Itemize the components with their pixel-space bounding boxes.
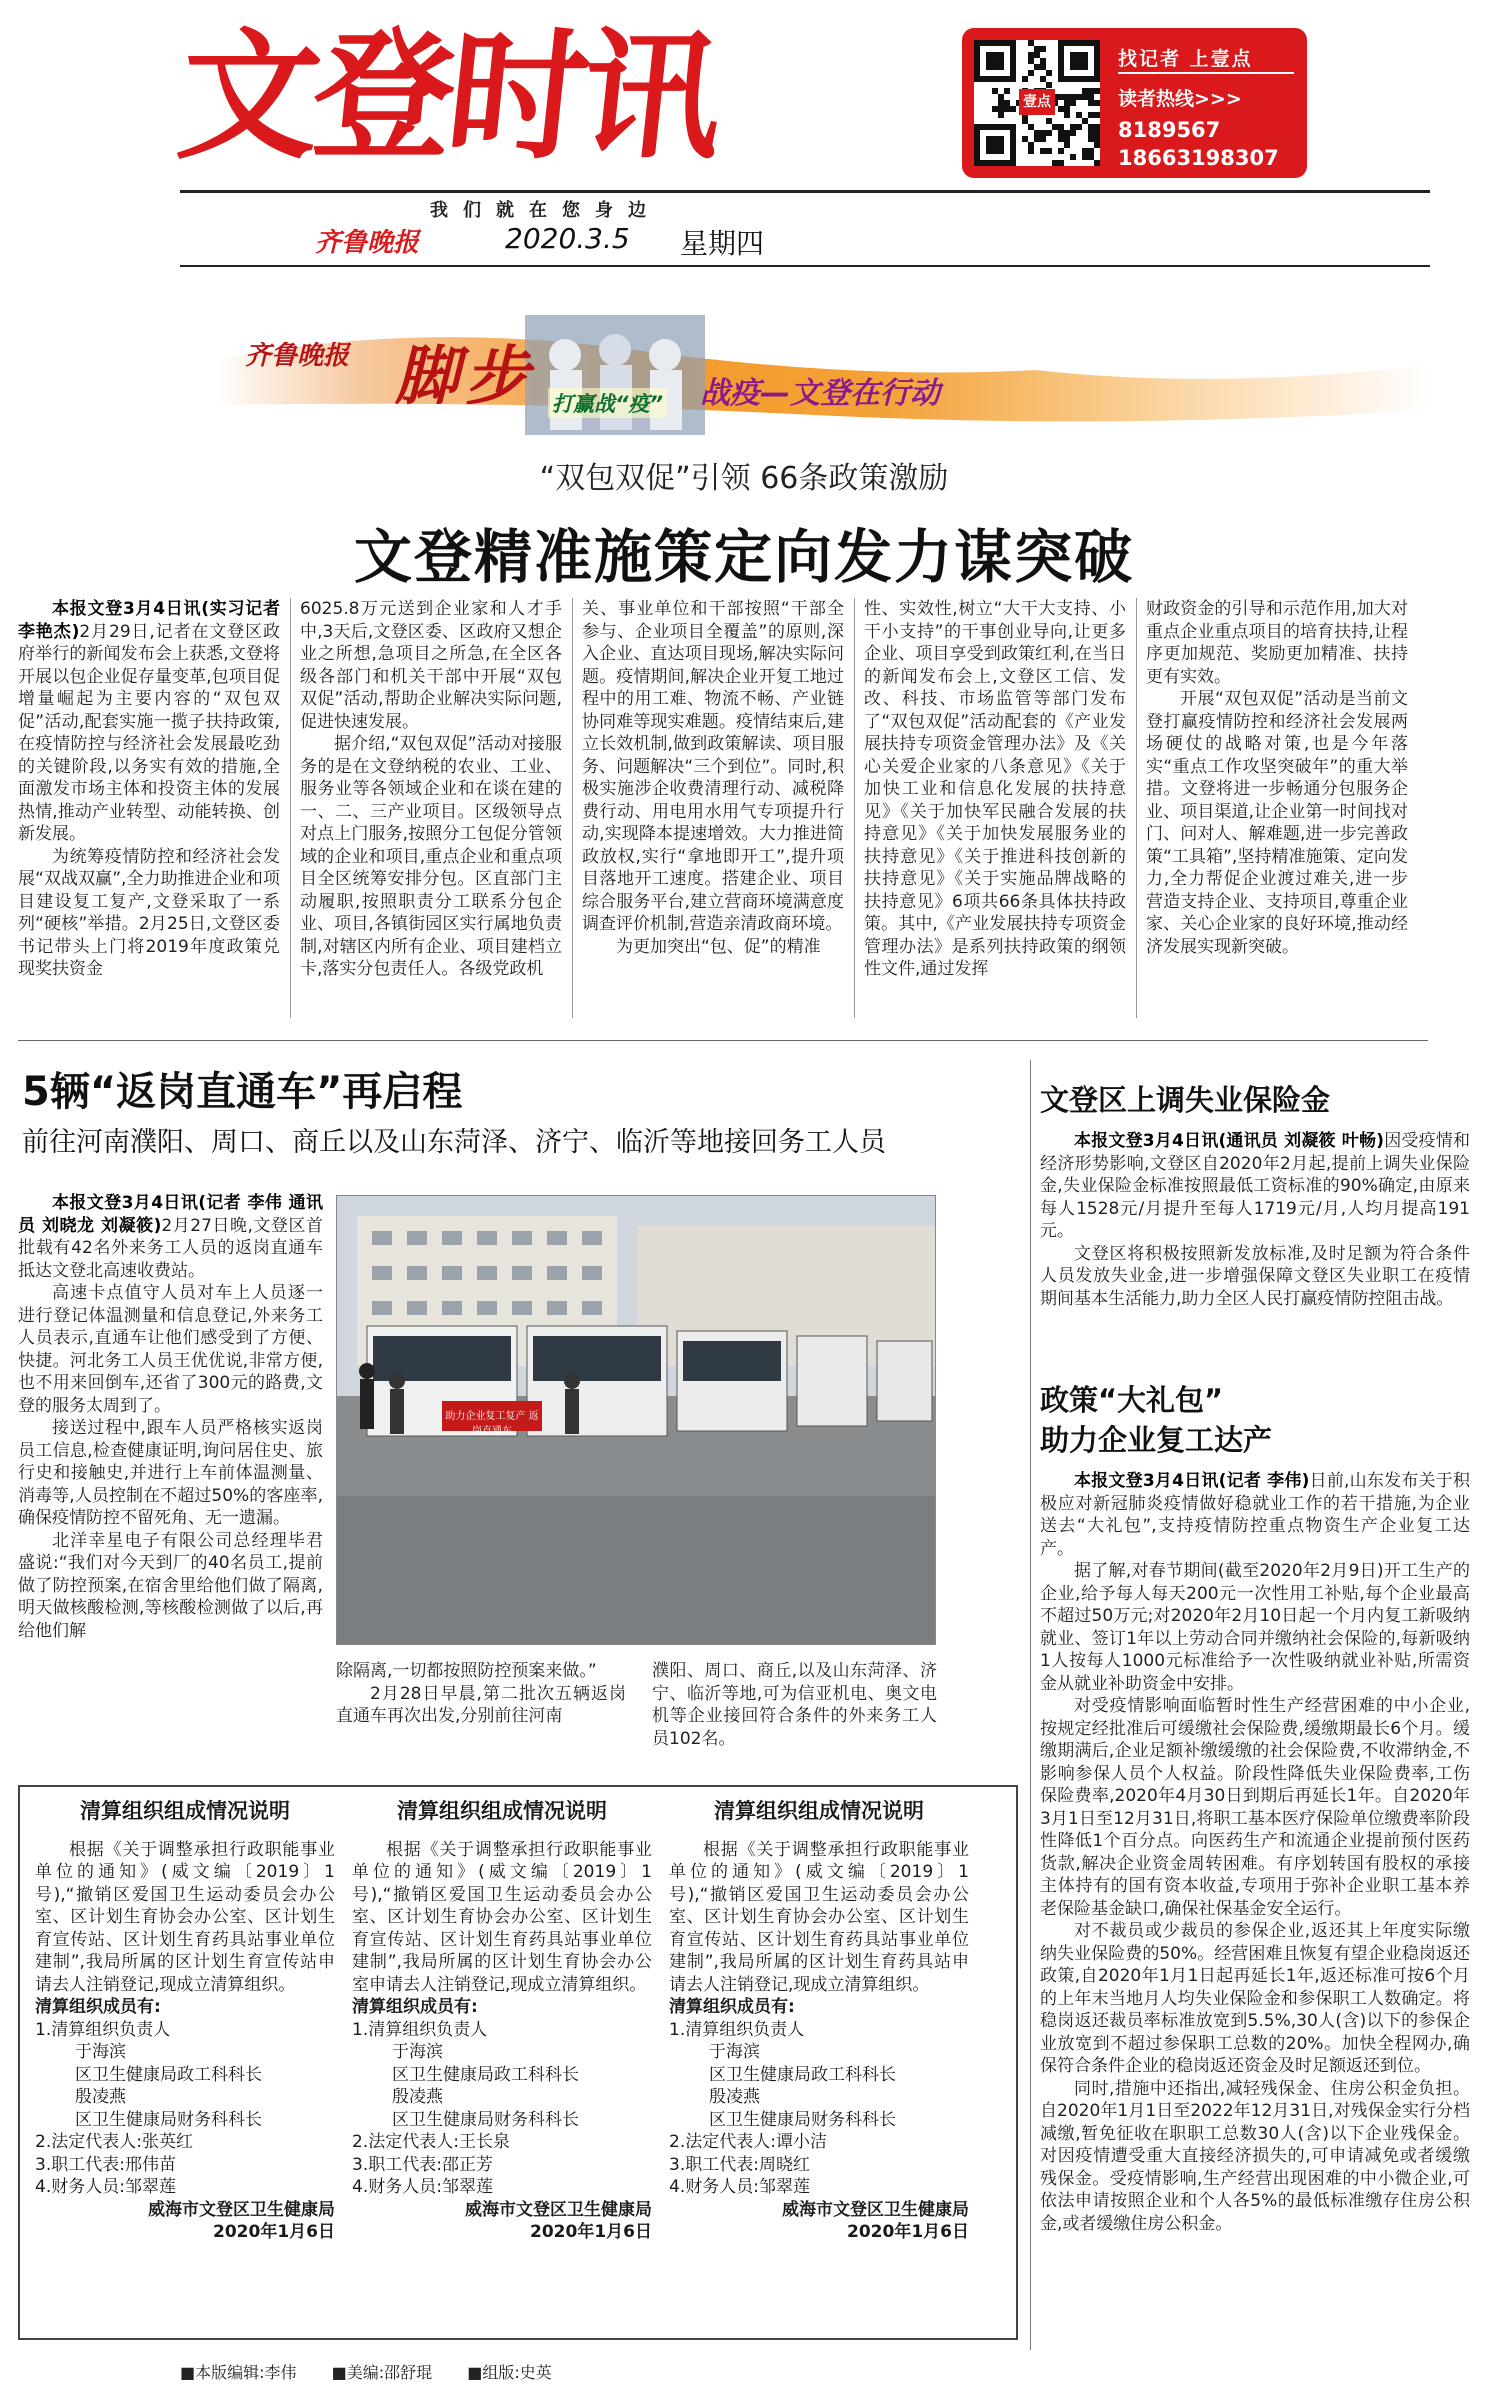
- notice-member: 1.清算组织负责人: [352, 2019, 488, 2040]
- bus-story-title: 5辆“返岗直通车”再启程: [22, 1069, 463, 1115]
- notice-date: 2020年1月6日: [213, 2222, 335, 2242]
- unemployment-paragraph: 文登区将积极按照新发放标准,及时足额为符合条件人员发放失业金,进一步增强保障文登区失业职工在疫情期间基本生活能力,助力全区人民打赢疫情防控阻击战。: [1040, 1243, 1470, 1309]
- qr-module: [1028, 148, 1034, 154]
- qr-module: [1010, 106, 1016, 112]
- notice-member: 3.职工代表:周晓红: [669, 2154, 810, 2175]
- notice-member: 区卫生健康局政工科科长: [392, 2064, 579, 2085]
- column-divider: [290, 598, 291, 1018]
- notice-member: 1.清算组织负责人: [35, 2019, 171, 2040]
- banner-big-text: 脚步: [395, 339, 535, 414]
- bus-paragraph: 除隔离,一切都按照防控预案来做。”: [336, 1661, 597, 1681]
- policy-paragraph: 同时,措施中还指出,减轻残保金、住房公积金负担。自2020年1月1日至2022年12月31日,对残保金实行分档减缴,暂免征收在职职工总数30人(含)以下企业残保金。对因疫情遭受重大直接经济损失的,可申请减免或者缓缴残保金。受疫情影响,生产经营出现困难的中小微企业,可依法申请按照企业和个人各5%的最低标准缴存住房公积金,或者缓缴住房公积金。: [1040, 2078, 1470, 2234]
- notice-member: 4.财务人员:邹翠莲: [35, 2177, 176, 2197]
- notice-members-label: 清算组织成员有:: [352, 1997, 478, 2017]
- policy-paragraph: 据了解,对春节期间(截至2020年2月9日)开工生产的企业,给予每人每天200元一次性用工补贴,每个企业最高不超过50万元;对2020年2月10日起一个月内复工新吸纳就业、签订1年以上劳动合同并缴纳社会保险的,每新吸纳1人按每人1000元标准给予一次性吸纳就业补贴,所需资金从就业补助资金中安排。: [1040, 1561, 1470, 1694]
- lead-headline: 文登精准施策定向发力谋突破: [353, 523, 1134, 591]
- lead-paragraph: 财政资金的引导和示范作用,加大对重点企业重点项目的培育扶持,让程序更加规范、奖励更加精准、扶持更有实效。: [1146, 599, 1408, 687]
- phone-number-1: 8189567: [1118, 118, 1221, 142]
- right-column-divider: [1030, 1060, 1031, 2350]
- bus-column-1: [18, 1192, 323, 1642]
- tagline-rule: [1118, 72, 1294, 74]
- qr-module: [1064, 142, 1070, 148]
- lead-subheadline: “双包双促”引领 66条政策激励: [539, 461, 949, 496]
- notice-2: [352, 1800, 652, 2244]
- page-footer: [180, 2360, 552, 2383]
- notice-member: 1.清算组织负责人: [669, 2019, 805, 2040]
- issue-weekday: 星期四: [680, 227, 765, 260]
- lead-paragraph: 为统筹疫情防控和经济社会发展“双战双赢”,全力助推进企业和项目建设复工复产,文登采取了一系列“硬核”举措。2月25日,文登区委书记带头上门将2019年度政策兑现奖扶资金: [18, 846, 280, 979]
- bus-paragraph: 2月27日晚,文登区首批载有42名外来务工人员的返岗直通车抵达文登北高速收费站。: [18, 1215, 323, 1281]
- unemployment-title: 文登区上调失业保险金: [1040, 1083, 1331, 1117]
- notice-date: 2020年1月6日: [530, 2222, 652, 2242]
- column-divider: [854, 598, 855, 1018]
- qr-module: [1070, 154, 1076, 160]
- qr-module: [1094, 88, 1100, 94]
- qr-module: [1094, 76, 1100, 82]
- notice-member: 2.法定代表人:王长泉: [352, 2132, 510, 2152]
- notice-member: 2.法定代表人:张英红: [35, 2132, 193, 2152]
- qr-module: [1082, 64, 1088, 70]
- lead-paragraph: 性、实效性,树立“大干大支持、小干小支持”的干事创业导向,让更多企业、项目享受到政策红利,在当日的新闻发布会上,文登区工信、发改、科技、市场监管等部门发布了“双包双促”活动配套的《产业发展扶持专项资金管理办法》及《关心关爱企业家的八条意见》《关于加快工业和信息化发展的扶持意见》《关于加快军民融合发展的扶持意见》《关于加快发展服务业的扶持意见》《关于推进科技创新的扶持意见》《关于实施品牌战略的扶持意见》6项共66条具体扶持政策。其中,《产业发展扶持专项资金管理办法》是系列扶持政策的纲领性文件,通过发挥: [864, 599, 1126, 979]
- bus-byline: 本报文登3月4日讯(记者 李伟 通讯员 刘晓龙 刘凝筱): [18, 1193, 323, 1236]
- notice-member: 于海滨: [392, 2042, 443, 2062]
- footer-proof: ■组版:史英: [467, 2363, 552, 2382]
- masthead-rule: [180, 190, 1430, 193]
- bus-photo: [336, 1195, 936, 1645]
- masthead-rule-bottom: [180, 265, 1430, 267]
- qr-module: [1046, 82, 1052, 88]
- lead-paragraph: 关、事业单位和干部按照“干部全参与、企业项目全覆盖”的原则,深入企业、直达项目现场,解决实际问题。疫情期间,解决企业开复工地过程中的用工难、物流不畅、产业链协同难等现实难题。疫情结束后,建立长效机制,做到政策解读、项目服务、问题解决“三个到位”。同时,积极实施涉企收费清理行动、减税降费行动、用电用水用气专项提升行动,实现降本提速增效。大力推进简政放权,实行“拿地即开工”,提升项目落地开工速度。搭建企业、项目综合服务平台,建立营商环境满意度调查评价机制,营造亲清政商环境。: [582, 599, 844, 934]
- notice-member: 区卫生健康局政工科科长: [75, 2064, 262, 2085]
- policy-title-line1: 政策“大礼包”: [1040, 1383, 1224, 1417]
- qr-module: [1028, 70, 1034, 76]
- lead-paragraph: 2月29日,记者在文登区政府举行的新闻发布会上获悉,文登将开展以包企业促存量变革,包项目促增量崛起为主要内容的“双包双促”活动,配套实施一揽子扶持政策,在疫情防控与经济社会发展最吃劲的关键阶段,以务实有效的措施,全面激发市场主体和投资主体的发展热情,推动产业转型、动能转换、创新发展。: [18, 621, 280, 844]
- bus-story-subtitle: 前往河南濮阳、周口、商丘以及山东菏泽、济宁、临沂等地接回务工人员: [22, 1127, 886, 1158]
- notice-org: 威海市文登区卫生健康局: [465, 2199, 652, 2220]
- qr-module: [1010, 76, 1016, 82]
- notice-date: 2020年1月6日: [847, 2222, 969, 2242]
- section-divider: [18, 1040, 1428, 1041]
- bus-column-2: [336, 1660, 626, 1728]
- lead-column-3: [582, 598, 844, 958]
- policy-title-line2: 助力企业复工达产: [1040, 1423, 1273, 1457]
- issue-date: 2020.3.5: [505, 222, 630, 255]
- banner-slogan: 战疫—文登在行动: [700, 376, 940, 411]
- phone-number-2: 18663198307: [1118, 146, 1279, 170]
- notice-body: 根据《关于调整承担行政职能事业单位的通知》(威文编〔2019〕1号),“撤销区爱国卫生运动委员会办公室、区计划生育协会办公室、区计划生育宣传站、区计划生育药具站事业单位建制”,我局所属的区计划生育药具站申请去人注销登记,现成立清算组织。: [669, 1839, 969, 1995]
- qr-module: [1094, 112, 1100, 118]
- banner-logo: 齐鲁晚报: [245, 341, 350, 371]
- footer-design: ■美编:邵舒琨: [331, 2363, 433, 2382]
- qr-module: [1094, 142, 1100, 148]
- notice-body: 根据《关于调整承担行政职能事业单位的通知》(威文编〔2019〕1号),“撤销区爱国卫生运动委员会办公室、区计划生育协会办公室、区计划生育宣传站、区计划生育药具站事业单位建制”,我局所属的区计划生育协会办公室申请去人注销登记,现成立清算组织。: [352, 1839, 652, 1995]
- bus-paragraph: 濮阳、周口、商丘,以及山东菏泽、济宁、临沂等地,可为信亚机电、奥文电机等企业接回符合条件的外来务工人员102名。: [652, 1661, 937, 1749]
- column-divider: [572, 598, 573, 1018]
- notice-members-label: 清算组织成员有:: [669, 1997, 795, 2017]
- notice-member: 区卫生健康局财务科科长: [392, 2109, 579, 2130]
- lead-column-4: [864, 598, 1126, 981]
- bus-banner-text: 助力企业复工复产 返岗直通车: [445, 1411, 539, 1437]
- column-divider: [1136, 598, 1137, 1018]
- notice-member: 区卫生健康局财务科科长: [75, 2109, 262, 2130]
- qr-module: [1046, 130, 1052, 136]
- qr-module: [1064, 112, 1070, 118]
- notice-member: 3.职工代表:邵正芳: [352, 2154, 493, 2175]
- policy-column: [1040, 1470, 1470, 2235]
- unemployment-paragraph: 因受疫情和经济形势影响,文登区自2020年2月起,提前上调失业保险金,失业保险金标准按照最低工资标准的90%确定,由原来每人1528元/月提升至每人1719元/月,人均月提高191元。: [1040, 1131, 1470, 1241]
- notice-member: 殷凌燕: [709, 2087, 760, 2107]
- qr-module: [998, 148, 1004, 154]
- notice-org: 威海市文登区卫生健康局: [782, 2199, 969, 2220]
- lead-paragraph: 为更加突出“包、促”的精准: [616, 936, 821, 957]
- notice-title: 清算组织组成情况说明: [397, 1799, 607, 1823]
- masthead-slogan: 我们就在您身边: [430, 200, 661, 221]
- notice-member: 区卫生健康局财务科科长: [709, 2109, 896, 2130]
- notice-body: 根据《关于调整承担行政职能事业单位的通知》(威文编〔2019〕1号),“撤销区爱国卫生运动委员会办公室、区计划生育协会办公室、区计划生育宣传站、区计划生育药具站事业单位建制”,我局所属的区计划生育宣传站申请去人注销登记,现成立清算组织。: [35, 1839, 335, 1995]
- notice-member: 于海滨: [75, 2042, 126, 2062]
- policy-paragraph: 对不裁员或少裁员的参保企业,返还其上年度实际缴纳失业保险费的50%。经营困难且恢复有望企业稳岗返还政策,自2020年1月1日起再延长1年,返还标准可按6个月的上年末当地月人均失业保险金和参保职工人数确定。将稳岗返还裁员率标准放宽到5.5%,30人(含)以下的参保企业放宽到不超过参保职工总数的20%。加快全程网办,确保符合条件企业的稳岗返还资金及时足额返还到位。: [1040, 1921, 1470, 2076]
- paper-logo: 齐鲁晚报: [315, 228, 420, 258]
- notice-member: 4.财务人员:邹翠莲: [352, 2177, 493, 2197]
- bus-paragraph: 接送过程中,跟车人员严格核实返岗员工信息,检查健康证明,询问居住史、旅行史和接触史,并进行上车前体温测量、消毒等,人员控制在不超过50%的客座率,确保疫情防控不留死角、无一遗漏。: [18, 1418, 323, 1528]
- qr-module: [1094, 100, 1100, 106]
- lead-byline: 本报文登3月4日讯(实习记者 李艳杰): [18, 599, 280, 642]
- unemployment-byline: 本报文登3月4日讯(通讯员 刘凝筱 叶畅): [1074, 1131, 1384, 1151]
- notice-members-label: 清算组织成员有:: [35, 1997, 161, 2017]
- notice-member: 区卫生健康局政工科科长: [709, 2064, 896, 2085]
- bus-paragraph: 高速卡点值守人员对车上人员逐一进行登记体温测量和信息登记,外来务工人员表示,直通车让他们感受到了方便、快捷。河北务工人员王优优说,非常方便,也不用来回倒车,还省了300元的路费,文登的服务太周到了。: [18, 1283, 323, 1416]
- masthead-title: 文登时讯: [171, 16, 725, 179]
- banner-stamp: 打赢战“疫”: [548, 388, 667, 418]
- lead-column-2: [300, 598, 562, 981]
- policy-byline: 本报文登3月4日讯(记者 李伟): [1074, 1471, 1310, 1491]
- notice-member: 4.财务人员:邹翠莲: [669, 2177, 810, 2197]
- qr-module: [1058, 148, 1064, 154]
- notice-member: 于海滨: [709, 2042, 760, 2062]
- footer-editor: ■本版编辑:李伟: [180, 2363, 297, 2382]
- qr-module: [1040, 46, 1046, 52]
- qr-module: [1046, 70, 1052, 76]
- qr-module: [1004, 88, 1010, 94]
- qr-module: [998, 64, 1004, 70]
- lead-paragraph: 6025.8万元送到企业家和人才手中,3天后,文登区委、区政府又想企业之所想,急项目之所急,在全区各级各部门和机关干部中开展“双包双促”活动,帮助企业解决实际问题,促进快速发展。: [300, 599, 562, 732]
- qr-module: [1094, 160, 1100, 166]
- bus-paragraph: 2月28日早晨,第二批次五辆返岗直通车再次出发,分别前往河南: [336, 1683, 626, 1726]
- bus-column-3: [652, 1660, 937, 1750]
- notice-1: [35, 1800, 335, 2244]
- notice-title: 清算组织组成情况说明: [714, 1799, 924, 1823]
- bus-paragraph: 北洋幸星电子有限公司总经理毕君盛说:“我们对今天到厂的40名员工,提前做了防控预案,在宿舍里给他们做了隔离,明天做核酸检测,等核酸检测做了以后,再给他们解: [18, 1530, 323, 1641]
- notice-member: 3.职工代表:邢伟苗: [35, 2154, 176, 2175]
- notice-member: 殷凌燕: [392, 2087, 443, 2107]
- lead-column-1: [18, 598, 280, 981]
- lead-column-5: [1146, 598, 1408, 958]
- tagline: 找记者 上壹点: [1118, 48, 1253, 70]
- qr-module: [1010, 160, 1016, 166]
- qr-badge: 壹点: [1019, 89, 1055, 115]
- notice-member: 殷凌燕: [75, 2087, 126, 2107]
- qr-module: [998, 112, 1004, 118]
- unemployment-column: [1040, 1130, 1470, 1310]
- qr-module: [1058, 160, 1064, 166]
- hotline-label: 读者热线>>>: [1118, 88, 1242, 110]
- qr-module: [1046, 148, 1052, 154]
- qr-module: [1070, 100, 1076, 106]
- lead-paragraph: 据介绍,“双包双促”活动对接服务的是在文登纳税的农业、工业、服务业等各领域企业和在谈在建的一、二、三产业项目。区级领导点对点上门服务,按照分工包促分管领域的企业和项目,重点企业和重点项目全区统筹安排分包。区直部门主动履职,按照职责分工联系分包企业、项目,各镇街园区实行属地负责制,对辖区内所有企业、项目建档立卡,落实分包责任人。各级党政机: [300, 734, 562, 979]
- notice-org: 威海市文登区卫生健康局: [148, 2199, 335, 2220]
- qr-module: [1040, 136, 1046, 142]
- qr-module: [1070, 130, 1076, 136]
- notice-3: [669, 1800, 969, 2244]
- policy-paragraph: 对受疫情影响面临暂时性生产经营困难的中小企业,按规定经批准后可缓缴社会保险费,缓缴期最长6个月。缓缴期满后,企业足额补缴缓缴的社会保险费,不收滞纳金,不影响参保人员个人权益。阶段性降低失业保险费率,工伤保险费率,2020年4月30日到期后再延长1年。自2020年3月1日至12月31日,将职工基本医疗保险单位缴费率阶段性降低1个百分点。向医药生产和流通企业提前预付医药货款,解决企业资金周转困难。有序划转国有股权的承接主体持有的国有资本收益,专项用于弥补企业职工基本养老保险基金缺口,确保社保基金安全运行。: [1040, 1696, 1470, 1919]
- qr-module: [1022, 76, 1028, 82]
- notice-title: 清算组织组成情况说明: [80, 1799, 290, 1823]
- bus-photo-graphic: [337, 1196, 936, 1645]
- policy-paragraph: 日前,山东发布关于积极应对新冠肺炎疫情做好稳就业工作的若干措施,为企业送去“大礼包”,支持疫情防控重点物资生产企业复工达产。: [1040, 1471, 1470, 1559]
- lead-paragraph: 开展“双包双促”活动是当前文登打赢疫情防控和经济社会发展两场硬仗的战略对策,也是今年落实“重点工作攻坚突破年”的重大举措。文登将进一步畅通分包服务企业、项目渠道,让企业第一时间找对门、问对人、解难题,进一步完善政策“工具箱”,坚持精准施策、定向发力,全力帮促企业渡过难关,进一步营造支持企业、支持项目,尊重企业家、关心企业家的良好环境,推动经济发展实现新突破。: [1146, 689, 1408, 957]
- qr-module: [1076, 124, 1082, 130]
- notice-member: 2.法定代表人:谭小洁: [669, 2132, 827, 2152]
